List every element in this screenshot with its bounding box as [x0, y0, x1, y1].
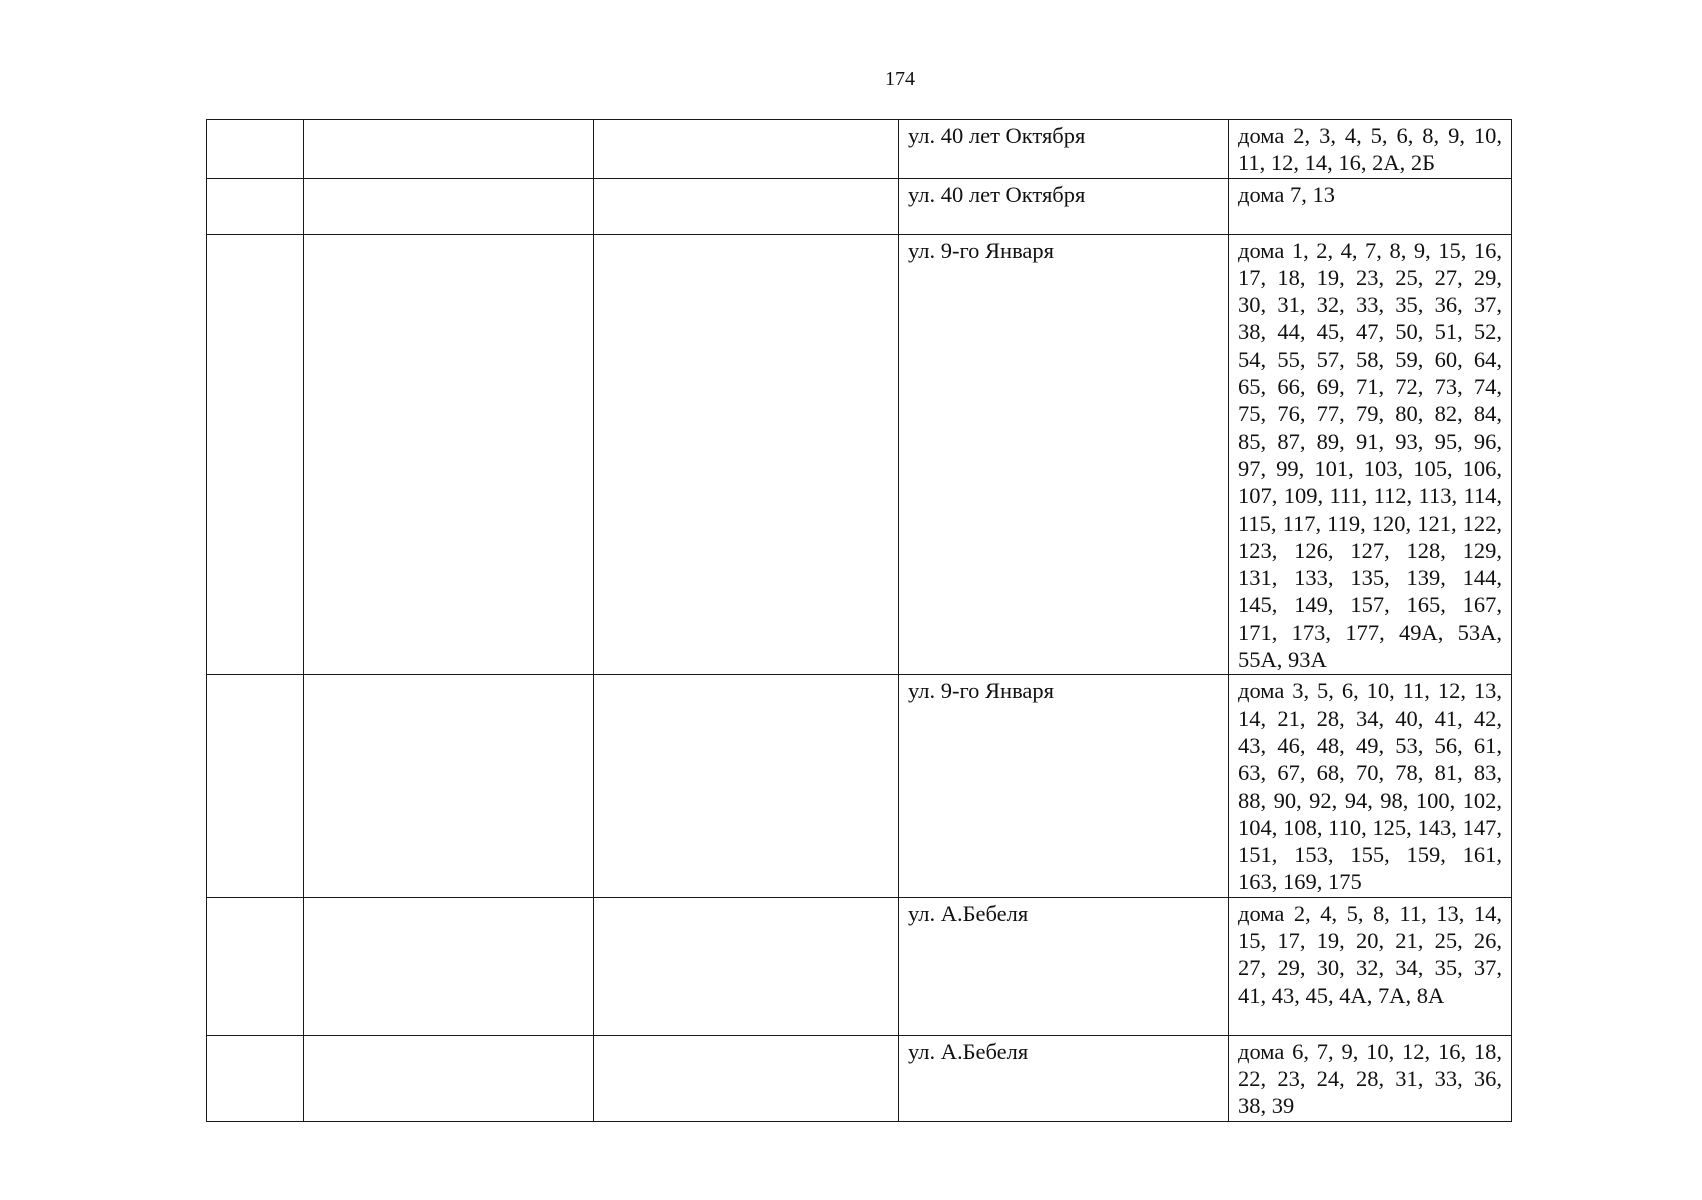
houses-text: дома 7, 13	[1238, 181, 1335, 207]
street-cell: ул. А.Бебеля	[899, 897, 1229, 1035]
houses-cell	[1229, 178, 1512, 234]
address-cell	[594, 1035, 899, 1121]
street-cell: ул. 9-го Января	[899, 234, 1229, 675]
address-cell	[594, 675, 899, 897]
houses-text: дома 1, 2, 4, 7, 8, 9, 15, 16, 17, 18, 19, 23, 25, 27, 29, 30, 31, 32, 33, 35, 36, 37, 38, 44, 45, 47, 50, 51, 52, 54, 55, 57, 58, 59, 60, 64, 65, 66, 69, 71, 72, 73, 74, 75, 76, 77, 79, 80, 82, 84, 85, 87, 89, 91, 93, 95, 96, 97, 99, 101, 103, 105, 106, 107, 109, 111, 112, 113, 114, 115, 117, 119, 120, 121, 122, 123, 126, 127, 128, 129, 131, 133, 135, 139, 144, 145, 149, 157, 165, 167, 171, 173, 177, 49А, 53А, 55А, 93А	[1238, 237, 1502, 673]
houses-text: дома 6, 7, 9, 10, 12, 16, 18, 22, 23, 24, 28, 31, 33, 36, 38, 39	[1238, 1038, 1502, 1119]
houses-text: дома 2, 4, 5, 8, 11, 13, 14, 15, 17, 19, 20, 21, 25, 26, 27, 29, 30, 32, 34, 35, 37, 41, 43, 45, 4А, 7А, 8А	[1238, 900, 1502, 1008]
address-cell	[594, 897, 899, 1035]
number-cell	[207, 234, 304, 675]
number-cell	[207, 178, 304, 234]
name-cell	[304, 897, 594, 1035]
street-cell: ул. А.Бебеля	[899, 1035, 1229, 1121]
table-row	[207, 120, 1512, 179]
name-cell	[304, 675, 594, 897]
number-cell	[207, 675, 304, 897]
address-table	[206, 119, 1512, 1122]
number-cell	[207, 120, 304, 179]
name-cell	[304, 178, 594, 234]
name-cell	[304, 234, 594, 675]
street-cell: ул. 9-го Января	[899, 675, 1229, 897]
houses-cell	[1229, 675, 1512, 897]
houses-cell	[1229, 897, 1512, 1035]
table-row	[207, 675, 1512, 897]
address-cell	[594, 234, 899, 675]
houses-cell	[1229, 1035, 1512, 1121]
table-row	[207, 178, 1512, 234]
houses-text: дома 2, 3, 4, 5, 6, 8, 9, 10, 11, 12, 14, 16, 2А, 2Б	[1238, 123, 1502, 176]
street-cell: ул. 40 лет Октября	[899, 178, 1229, 234]
houses-text: дома 3, 5, 6, 10, 11, 12, 13, 14, 21, 28, 34, 40, 41, 42, 43, 46, 48, 49, 53, 56, 61, 63, 67, 68, 70, 78, 81, 83, 88, 90, 92, 94, 98, 100, 102, 104, 108, 110, 125, 143, 147, 151, 153, 155, 159, 161, 163, 169, 175	[1238, 678, 1502, 895]
address-cell	[594, 178, 899, 234]
houses-cell	[1229, 120, 1512, 179]
name-cell	[304, 120, 594, 179]
houses-cell	[1229, 234, 1512, 675]
table-row	[207, 234, 1512, 675]
number-cell	[207, 1035, 304, 1121]
table-row	[207, 897, 1512, 1035]
page-number: 174	[885, 68, 915, 90]
table-row	[207, 1035, 1512, 1121]
street-cell: ул. 40 лет Октября	[899, 120, 1229, 179]
number-cell	[207, 897, 304, 1035]
address-cell	[594, 120, 899, 179]
name-cell	[304, 1035, 594, 1121]
